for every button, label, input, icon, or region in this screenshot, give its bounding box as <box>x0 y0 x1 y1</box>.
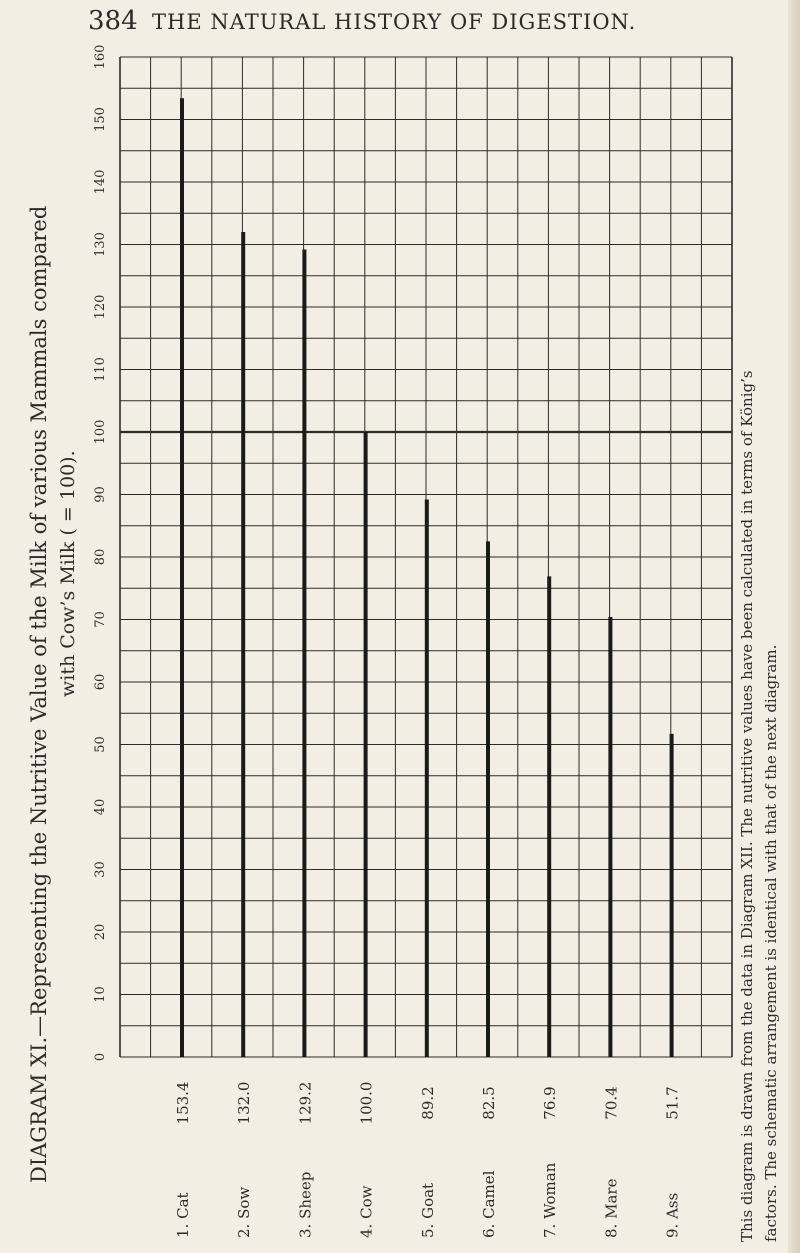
value-label: 129.2 <box>296 1081 315 1125</box>
category-label <box>235 1187 253 1238</box>
bar-sheep <box>302 250 306 1058</box>
bar-cow <box>364 432 368 1057</box>
bar-sow <box>241 232 245 1057</box>
footnote-line-1: This diagram is drawn from the data in Diagram XII. The nutritive values have been calculated in terms of König’s <box>738 370 756 1242</box>
category-name: Sow <box>235 1186 254 1219</box>
category-name: Woman <box>541 1162 560 1219</box>
category-name: Cow <box>357 1185 376 1219</box>
category-labels <box>174 1162 682 1238</box>
tick-label: 50 <box>93 736 108 753</box>
category-index: 5. <box>418 1223 437 1238</box>
category-name: Goat <box>418 1182 437 1219</box>
bar-woman <box>547 576 551 1057</box>
category-name: Cat <box>174 1192 192 1219</box>
category-label <box>358 1185 376 1238</box>
bar-ass <box>670 734 674 1057</box>
category-label <box>541 1162 559 1238</box>
tick-label: 40 <box>93 798 108 816</box>
category-index: 3. <box>296 1223 315 1238</box>
running-head: THE NATURAL HISTORY OF DIGESTION. <box>152 10 637 34</box>
page-number: 384 <box>88 6 138 36</box>
tick-label: 0 <box>93 1052 108 1062</box>
category-index: 8. <box>602 1223 621 1238</box>
category-index: 7. <box>541 1223 560 1238</box>
category-index: 9. <box>663 1223 682 1238</box>
value-label: 70.4 <box>602 1086 621 1120</box>
tick-label: 160 <box>93 44 108 70</box>
bar-camel <box>486 541 490 1057</box>
value-label: 82.5 <box>480 1086 498 1120</box>
value-label: 89.2 <box>418 1086 437 1120</box>
value-label: 76.9 <box>541 1086 560 1120</box>
category-index: 2. <box>235 1223 254 1238</box>
value-label: 51.7 <box>663 1086 682 1120</box>
bar-goat <box>425 500 429 1058</box>
category-label <box>664 1193 682 1238</box>
tick-label: 30 <box>93 861 108 878</box>
category-name: Ass <box>663 1192 682 1219</box>
category-index: 4. <box>357 1223 376 1238</box>
tick-label: 80 <box>93 548 108 566</box>
category-index: 6. <box>480 1223 498 1238</box>
category-label <box>419 1183 437 1238</box>
tick-label: 110 <box>93 357 108 382</box>
tick-labels <box>93 45 108 1062</box>
tick-label: 130 <box>93 232 108 257</box>
tick-label: 120 <box>93 294 108 320</box>
category-label <box>174 1192 192 1238</box>
bar-mare <box>608 617 612 1057</box>
tick-label: 90 <box>93 486 108 503</box>
tick-label: 60 <box>93 673 108 691</box>
category-name: Mare <box>602 1178 621 1219</box>
bar-cat <box>180 98 184 1057</box>
chart-subtitle: with Cow’s Milk ( = 100). <box>57 450 79 697</box>
tick-label: 20 <box>93 923 108 941</box>
tick-label: 140 <box>93 169 108 195</box>
category-index: 1. <box>174 1223 192 1238</box>
value-label: 100.0 <box>357 1081 376 1125</box>
tick-label: 100 <box>93 419 108 445</box>
page-edge-shadow <box>788 0 800 1253</box>
value-label: 132.0 <box>235 1081 254 1125</box>
chart-title: DIAGRAM XI.—Representing the Nutritive Value of the Milk of various Mammals compared <box>27 205 51 1183</box>
category-name: Sheep <box>296 1171 315 1219</box>
tick-label: 150 <box>93 107 108 132</box>
tick-label: 70 <box>93 611 108 628</box>
value-label: 153.4 <box>174 1081 192 1125</box>
value-labels <box>174 1082 682 1125</box>
tick-label: 10 <box>93 986 108 1003</box>
chart-bars <box>180 98 674 1057</box>
category-label <box>602 1178 620 1238</box>
footnote-line-2: factors. The schematic arrangement is identical with that of the next diagram. <box>762 644 780 1242</box>
category-name: Camel <box>480 1170 498 1219</box>
category-label <box>296 1172 314 1238</box>
category-label <box>480 1170 498 1238</box>
